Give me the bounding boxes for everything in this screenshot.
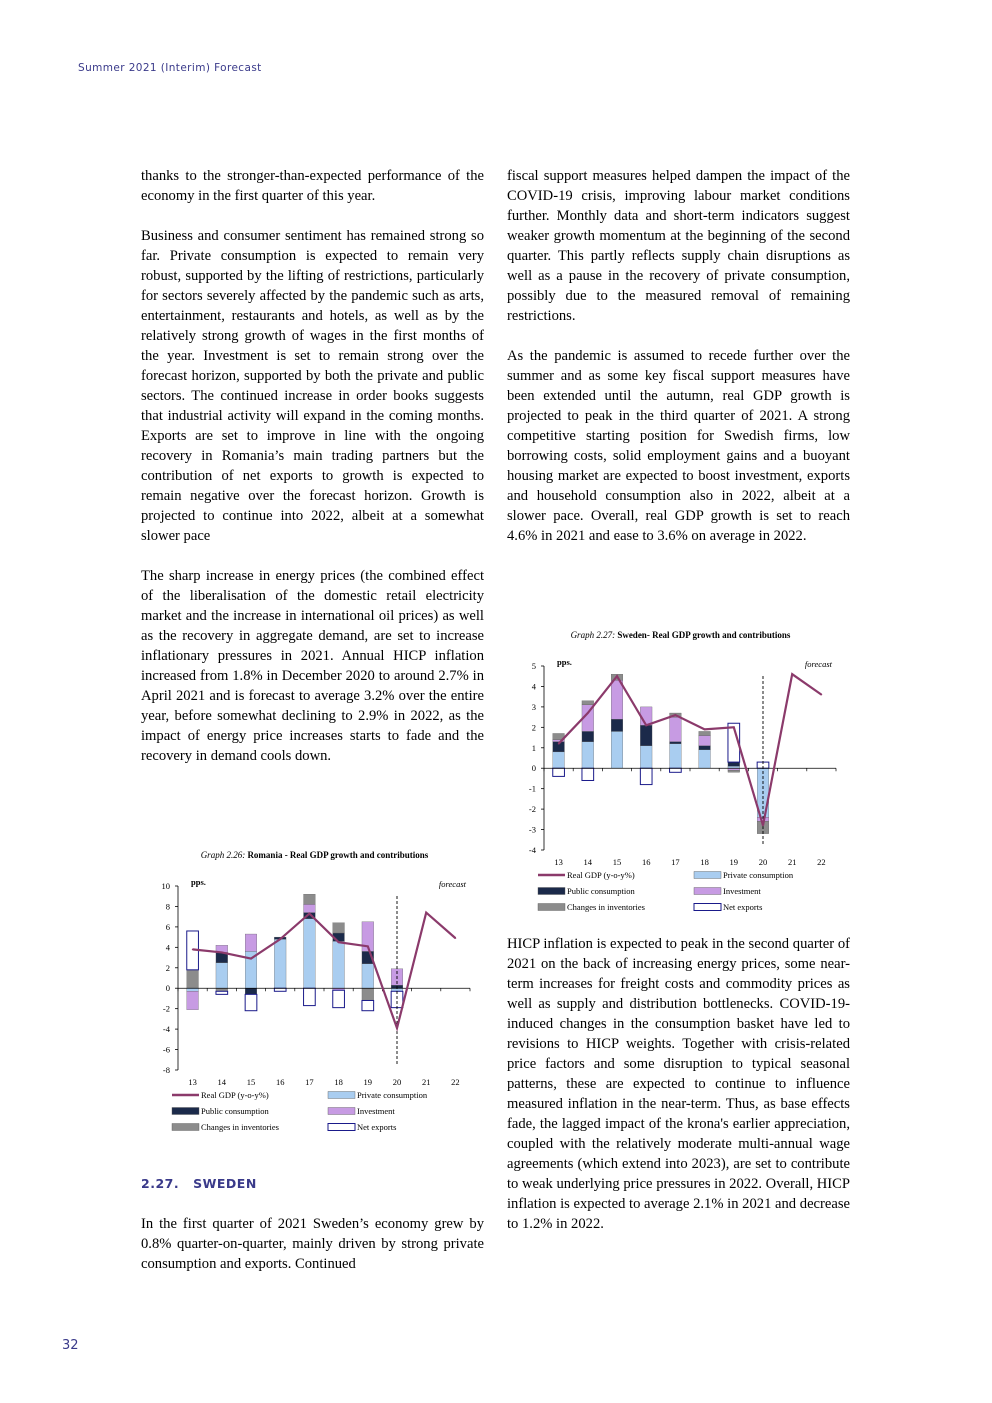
legend-swatch-private	[328, 1092, 355, 1099]
bar-investment	[304, 904, 316, 912]
gdp-line	[193, 913, 456, 1029]
bar-netexports	[670, 768, 682, 772]
bar-netexports	[582, 768, 594, 780]
bar-netexports	[274, 988, 286, 991]
x-tick-label: 18	[700, 857, 709, 867]
y-tick-label: 2	[165, 962, 170, 973]
paragraph: thanks to the stronger-than-expected performance of the economy in the first quarter of this year.	[141, 168, 484, 204]
section-heading	[141, 1176, 271, 1191]
chart-svg	[142, 846, 487, 1136]
paragraph: The sharp increase in energy prices (the combined effect of the liberalisation of the domestic retail electricity market and the increase in international oil prices) as well as the recovery in aggregate demand, are set to increase inflationary pressures in 2021. Annual HICP inflation increased from 1.8% in December 2020 to around 2.7% in April 2021 and is forecast to average 3.2% over the entire year, before somewhat declining to 2.9% in 2022, as the impact of energy price increases starts to fade and the recovery in demand cools down.	[141, 568, 484, 764]
legend-label: Real GDP (y-o-y%)	[567, 870, 635, 880]
bar-investment	[640, 707, 652, 725]
gdp-line	[559, 674, 822, 825]
x-tick-label: 19	[729, 857, 739, 867]
bar-public	[582, 731, 594, 741]
bar-private	[582, 742, 594, 769]
legend-swatch-private	[694, 872, 721, 879]
x-tick-label: 14	[583, 857, 593, 867]
gdp-point	[675, 714, 677, 716]
bar-public	[699, 746, 711, 750]
paragraph: fiscal support measures helped dampen the impact of the COVID-19 crisis, improving labour market conditions further. Monthly data and short-term indicators suggest weaker growth momentum at the beginning of the second quarter. This partly reflects supply chain disruptions as well as a pause in the recovery of private consumption, possibly due to the measured removal of remaining restrictions.	[507, 168, 850, 324]
gdp-point	[821, 694, 823, 696]
y-tick-label: 8	[165, 901, 170, 912]
x-tick-label: 17	[305, 1077, 314, 1087]
y-axis-label: pps.	[191, 877, 206, 887]
bar-private	[670, 744, 682, 769]
gdp-point	[616, 675, 618, 677]
bar-private	[304, 919, 316, 989]
bar-public	[670, 742, 682, 744]
gdp-point	[396, 1027, 398, 1029]
section-number: 2.27.	[141, 1176, 180, 1191]
gdp-point	[425, 912, 427, 914]
gdp-point	[733, 727, 735, 729]
romania-gdp-chart	[142, 846, 487, 1136]
gdp-point	[250, 958, 252, 960]
legend-label: Private consumption	[723, 870, 794, 880]
right-column	[507, 166, 850, 566]
bar-investment	[245, 934, 257, 951]
legend-swatch-netexports	[328, 1124, 355, 1131]
y-tick-label: -3	[528, 824, 536, 835]
y-tick-label: -4	[162, 1024, 170, 1035]
gdp-point	[455, 937, 457, 939]
paragraph: In the first quarter of 2021 Sweden’s economy grew by 0.8% quarter-on-quarter, mainly driven by strong private consumption and exports. Continued	[141, 1216, 484, 1272]
y-tick-label: 4	[165, 942, 170, 953]
bar-netexports	[333, 990, 345, 1007]
bar-inventories	[582, 701, 594, 705]
x-tick-label: 19	[363, 1077, 373, 1087]
y-tick-label: -2	[528, 804, 536, 815]
running-header: Summer 2021 (Interim) Forecast	[78, 62, 262, 74]
bar-private	[274, 939, 286, 988]
legend-swatch-investment	[328, 1108, 355, 1115]
bar-private	[333, 941, 345, 988]
y-tick-label: -1	[528, 783, 536, 794]
x-tick-label: 15	[246, 1077, 256, 1087]
x-tick-label: 21	[787, 857, 797, 867]
y-tick-label: -8	[162, 1065, 170, 1075]
gdp-point	[367, 946, 369, 948]
x-tick-label: 21	[421, 1077, 431, 1087]
legend-label: Private consumption	[357, 1090, 428, 1100]
y-tick-label: 10	[161, 881, 170, 891]
gdp-point	[762, 825, 764, 827]
x-tick-label: 20	[392, 1077, 402, 1087]
page-number: 32	[62, 1338, 79, 1353]
bar-public	[245, 988, 257, 994]
x-tick-label: 16	[641, 857, 651, 867]
bar-netexports	[304, 988, 316, 1005]
gdp-point	[704, 729, 706, 731]
paragraph: As the pandemic is assumed to recede further over the summer and as some key fiscal support measures have been extended until the autumn, real GDP growth is projected to peak in the third quarter of 2021. A strong competitive starting position for Swedish firms, low borrowing costs, solid employment gains and a buoyant housing market are expected to boost investment, exports and household consumption also in 2022, albeit at a slower pace. Overall, real GDP growth is set to reach 4.6% in 2021 and ease to 3.6% on average in 2022.	[507, 348, 850, 544]
legend-label: Changes in inventories	[201, 1122, 279, 1132]
legend-swatch-inventories	[172, 1124, 199, 1131]
y-tick-label: 4	[531, 681, 536, 692]
legend-label: Changes in inventories	[567, 902, 645, 912]
chart-title	[571, 630, 791, 640]
y-tick-label: 2	[531, 722, 536, 733]
bar-netexports	[553, 768, 565, 776]
legend-label: Net exports	[357, 1122, 397, 1132]
forecast-label: forecast	[438, 879, 466, 889]
legend-swatch-investment	[694, 888, 721, 895]
x-tick-label: 16	[275, 1077, 285, 1087]
bar-private	[553, 752, 565, 768]
x-tick-label: 14	[217, 1077, 227, 1087]
chart-svg	[508, 626, 853, 918]
chart-title-text: Sweden- Real GDP growth and contributions	[617, 630, 791, 640]
y-tick-label: 1	[531, 742, 536, 753]
x-tick-label: 22	[817, 857, 826, 867]
bar-netexports	[640, 768, 652, 784]
bar-public	[640, 725, 652, 745]
bar-netexports	[245, 994, 257, 1010]
bar-netexports	[362, 1000, 374, 1010]
gdp-point	[791, 673, 793, 675]
bar-investment	[611, 680, 623, 719]
forecast-label: forecast	[804, 659, 832, 669]
bar-inventories	[333, 923, 345, 933]
y-tick-label: 3	[531, 701, 536, 712]
x-tick-label: 22	[451, 1077, 460, 1087]
bar-inventories	[699, 731, 711, 735]
x-tick-label: 13	[554, 857, 563, 867]
sweden-gdp-chart	[508, 626, 853, 918]
chart-title-prefix: Graph 2.26:	[200, 850, 248, 860]
gdp-point	[279, 938, 281, 940]
legend-swatch-inventories	[538, 904, 565, 911]
gdp-point	[558, 743, 560, 745]
legend-swatch-netexports	[694, 904, 721, 911]
gdp-point	[338, 941, 340, 943]
y-tick-label: 5	[531, 661, 536, 671]
legend-label: Public consumption	[201, 1106, 269, 1116]
bar-private	[640, 746, 652, 768]
y-tick-label: 6	[165, 921, 170, 932]
legend-swatch-public	[538, 888, 565, 895]
right-column-lower	[507, 934, 850, 1254]
x-tick-label: 20	[758, 857, 768, 867]
y-tick-label: -4	[528, 845, 536, 855]
legend-label: Public consumption	[567, 886, 635, 896]
y-axis-label: pps.	[557, 657, 572, 667]
x-tick-label: 13	[188, 1077, 197, 1087]
bar-investment	[187, 991, 199, 1009]
x-tick-label: 17	[671, 857, 680, 867]
chart-title-prefix: Graph 2.27:	[570, 630, 618, 640]
bar-netexports	[216, 991, 228, 994]
gdp-point	[587, 712, 589, 714]
sweden-intro	[141, 1214, 484, 1294]
bar-inventories	[362, 988, 374, 1000]
bar-private	[362, 964, 374, 989]
bar-public	[728, 762, 740, 766]
y-tick-label: 0	[531, 763, 536, 774]
section-title: SWEDEN	[193, 1176, 257, 1191]
chart-title-text: Romania - Real GDP growth and contributions	[247, 850, 429, 860]
bar-private	[187, 988, 199, 991]
left-column	[141, 166, 484, 786]
y-tick-label: -6	[162, 1044, 170, 1055]
bar-inventories	[187, 970, 199, 988]
bar-public	[611, 719, 623, 731]
legend-swatch-public	[172, 1108, 199, 1115]
legend-label: Real GDP (y-o-y%)	[201, 1090, 269, 1100]
gdp-point	[192, 949, 194, 951]
chart-title	[201, 850, 429, 860]
y-tick-label: -2	[162, 1003, 170, 1014]
bar-investment	[670, 717, 682, 742]
x-tick-label: 15	[612, 857, 622, 867]
y-tick-label: 0	[165, 983, 170, 994]
legend-label: Investment	[357, 1106, 395, 1116]
bar-private	[216, 963, 228, 989]
bar-inventories	[728, 770, 740, 772]
bar-private	[611, 731, 623, 768]
legend-label: Net exports	[723, 902, 763, 912]
gdp-point	[309, 913, 311, 915]
bar-investment	[699, 736, 711, 746]
paragraph: HICP inflation is expected to peak in the second quarter of 2021 on the back of increasing energy prices, some near-term increases for freight costs and commodity prices as well as supply and distribution bottlenecks. COVID-19-induced changes in the consumption basket have led to revisions to HICP weights. Together with crisis-related price factors and some disruption to typical seasonal patterns, these are expected to continue to influence measured inflation in the near-term. Thus, as base effects fade, the lagged impact of the krona's earlier appreciation, coupled with the relatively moderate multi-annual wage agreements (which extend into 2023), are set to contribute to weak underlying price pressures in 2022. Overall, HICP inflation is expected to average 2.1% in 2021 and decrease to 1.2% in 2022.	[507, 936, 850, 1232]
gdp-point	[645, 724, 647, 726]
legend-label: Investment	[723, 886, 761, 896]
bar-inventories	[304, 894, 316, 904]
gdp-point	[221, 952, 223, 954]
x-tick-label: 18	[334, 1077, 343, 1087]
paragraph: Business and consumer sentiment has remained strong so far. Private consumption is expected to remain very robust, supported by the lifting of restrictions, particularly for sectors severely affected by the pandemic such as arts, entertainment, restaurants and hotels, as well as by the relatively strong growth of wages in the first months of the year. Investment is set to remain strong over the forecast horizon, supported by both the private and public sectors. The continued increase in order books suggests that industrial activity will expand in the coming months. Exports are set to improve in line with the ongoing recovery in Romania’s main trading partners but the contribution of net exports to growth is expected to remain negative over the forecast horizon. Growth is projected to continue into 2022, albeit at a somewhat slower pace	[141, 228, 484, 544]
bar-private	[699, 750, 711, 768]
